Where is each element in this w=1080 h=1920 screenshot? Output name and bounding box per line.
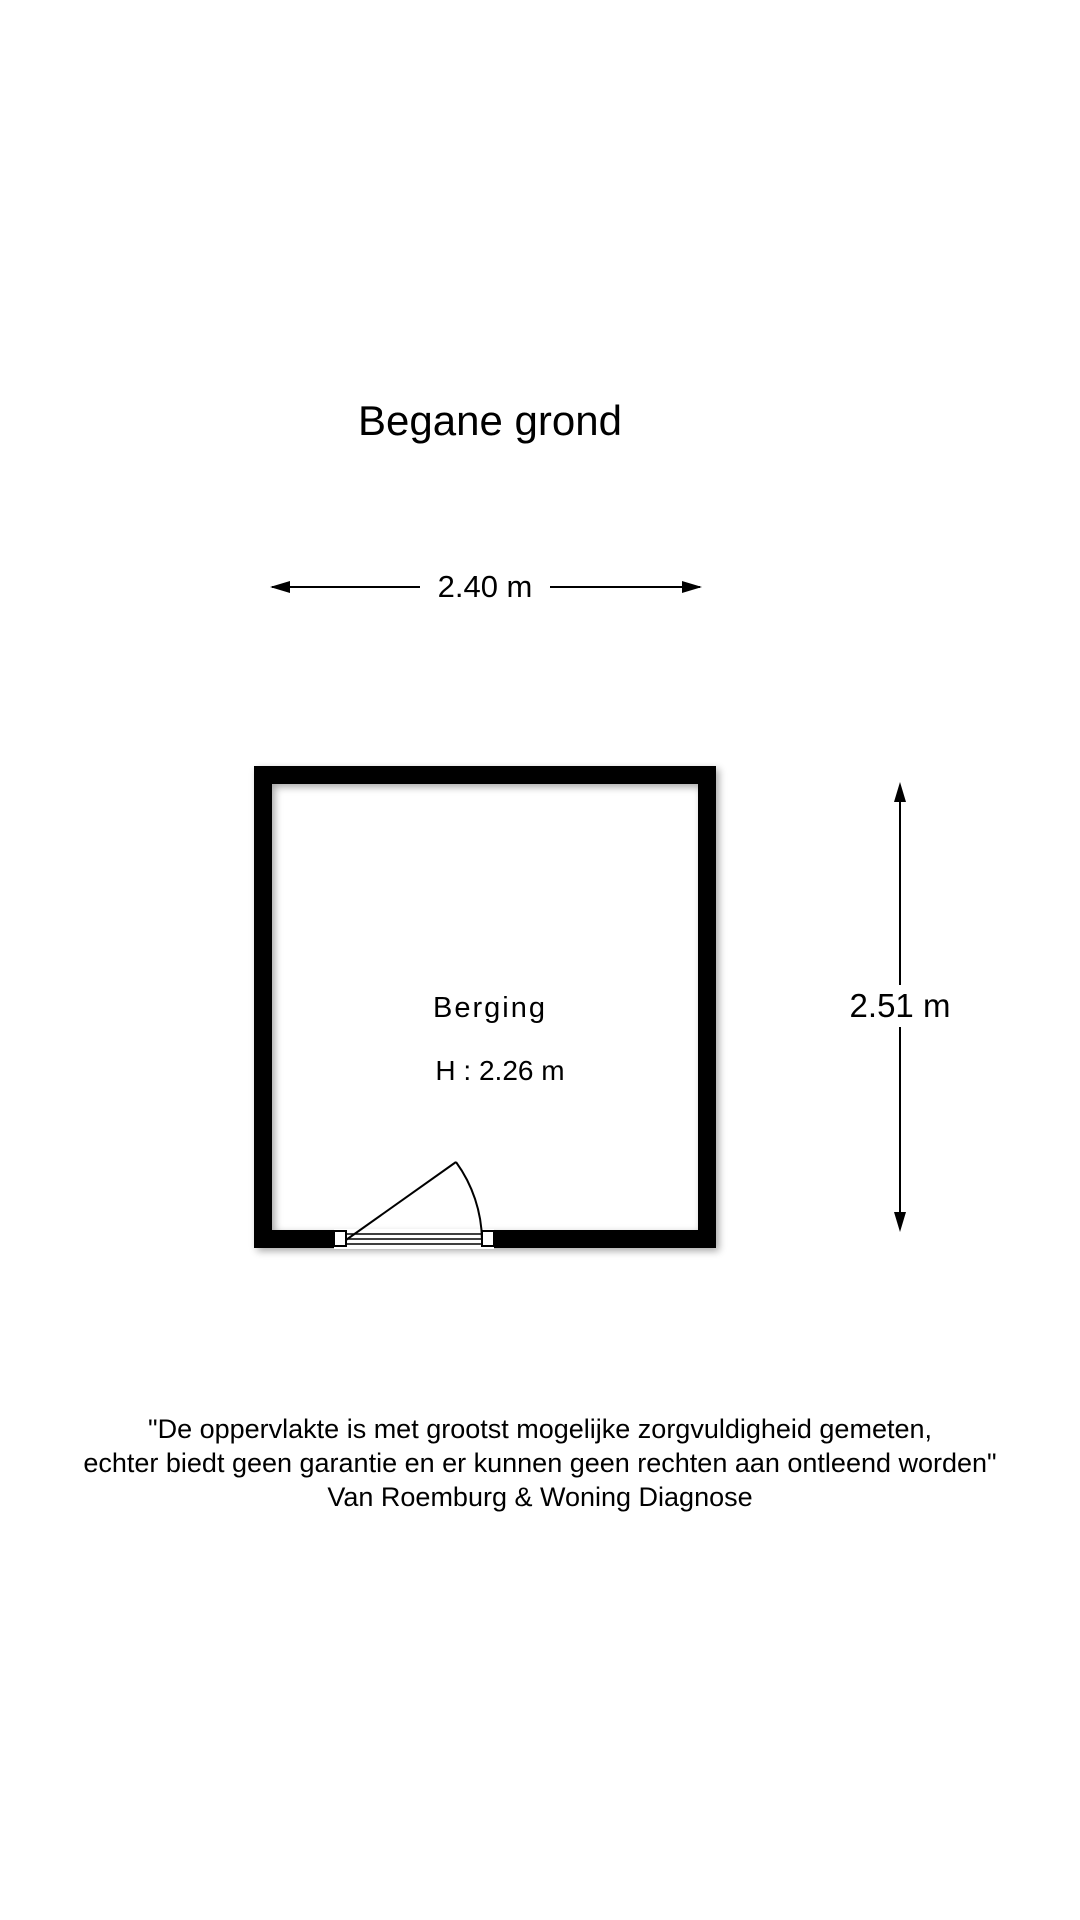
height-dimension-label: 2.51 m: [835, 985, 965, 1027]
width-dimension-label: 2.40 m: [420, 567, 550, 607]
room-name: Berging: [433, 992, 547, 1024]
room-ceiling-height: H : 2.26 m: [435, 1055, 565, 1086]
floor-title: Begane grond: [358, 397, 622, 444]
door: [334, 1162, 494, 1249]
disclaimer-company: Van Roemburg & Woning Diagnose: [327, 1482, 753, 1512]
disclaimer-line-1: "De oppervlakte is met grootst mogelijke zorgvuldigheid gemeten,: [148, 1414, 932, 1444]
disclaimer-line-2: echter biedt geen garantie en er kunnen geen rechten aan ontleend worden": [83, 1448, 997, 1478]
disclaimer: [0, 1412, 1080, 1514]
